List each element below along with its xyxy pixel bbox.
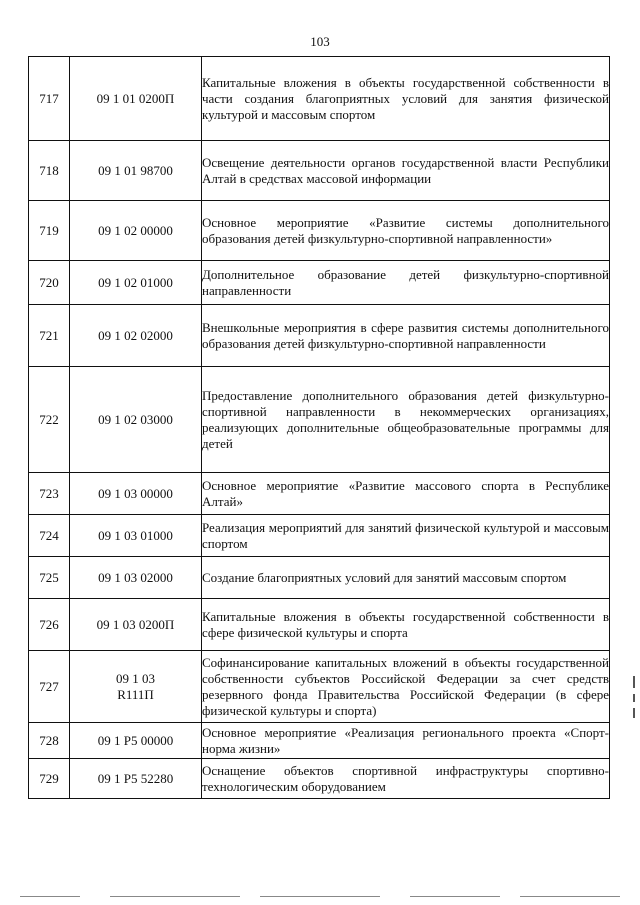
- target-code: 09 1 P5 00000: [70, 723, 202, 759]
- target-code: 09 1 01 0200П: [70, 57, 202, 141]
- expense-name-text: Основное мероприятие «Развитие массового спорта в Республике Алтай»: [202, 477, 609, 509]
- expense-name: [202, 305, 610, 367]
- expense-name: [202, 261, 610, 305]
- expense-name: [202, 201, 610, 261]
- target-code-line-1: 09 1 03: [116, 670, 155, 686]
- row-number: 722: [29, 367, 70, 473]
- expense-name: [202, 759, 610, 799]
- table-row: [29, 141, 610, 201]
- scan-margin-mark: [633, 694, 635, 702]
- row-number: 725: [29, 557, 70, 599]
- table-row: [29, 599, 610, 651]
- expense-name-text: Освещение деятельности органов государственной власти Республики Алтай в средствах массовой информации: [202, 154, 609, 186]
- row-number: 719: [29, 201, 70, 261]
- expense-name-text: Оснащение объектов спортивной инфраструктуры спортивно-технологическим оборудованием: [202, 762, 609, 794]
- expense-name: [202, 557, 610, 599]
- scan-margin-mark: [633, 708, 635, 718]
- scan-edge-line: [20, 896, 80, 897]
- target-code: 09 1 02 02000: [70, 305, 202, 367]
- expense-name: [202, 515, 610, 557]
- expense-name-text: Дополнительное образование детей физкультурно-спортивной направленности: [202, 266, 609, 298]
- scan-edge-line: [520, 896, 620, 897]
- target-code: 09 1 03 00000: [70, 473, 202, 515]
- target-code: 09 1 03 0200П: [70, 599, 202, 651]
- target-code: 09 1 03 02000: [70, 557, 202, 599]
- row-number: 726: [29, 599, 70, 651]
- table-row: [29, 201, 610, 261]
- table-row: [29, 651, 610, 723]
- row-number: 727: [29, 651, 70, 723]
- target-code: [70, 651, 202, 723]
- expense-name-text: Основное мероприятие «Реализация регионального проекта «Спорт-норма жизни»: [202, 724, 609, 756]
- expense-name-text: Внешкольные мероприятия в сфере развития системы дополнительного образования детей физкультурно-спортивной направленности: [202, 319, 609, 351]
- table-row: [29, 557, 610, 599]
- table-row: [29, 57, 610, 141]
- table-row: [29, 759, 610, 799]
- scan-margin-mark: [633, 676, 635, 688]
- page-number: 103: [310, 34, 330, 49]
- table-row: [29, 473, 610, 515]
- expense-name: [202, 367, 610, 473]
- expense-name-text: Создание благоприятных условий для занятий массовым спортом: [202, 569, 567, 585]
- expense-name-text: Предоставление дополнительного образования детей физкультурно-спортивной направленности в некоммерческих организациях, реализующих дополнительные общеобразовательные программы для детей: [202, 387, 609, 451]
- scan-edge-line: [260, 896, 380, 897]
- target-code: 09 1 02 00000: [70, 201, 202, 261]
- expense-name: [202, 57, 610, 141]
- row-number: 723: [29, 473, 70, 515]
- row-number: 724: [29, 515, 70, 557]
- table-row: [29, 305, 610, 367]
- expense-name-text: Капитальные вложения в объекты государственной собственности в сфере физической культуры и спорта: [202, 608, 609, 640]
- row-number: 728: [29, 723, 70, 759]
- target-code: 09 1 01 98700: [70, 141, 202, 201]
- target-code: 09 1 03 01000: [70, 515, 202, 557]
- target-code: 09 1 02 03000: [70, 367, 202, 473]
- budget-classification-table: [28, 56, 610, 799]
- table-row: [29, 515, 610, 557]
- row-number: 717: [29, 57, 70, 141]
- table-row: [29, 367, 610, 473]
- expense-name-text: Капитальные вложения в объекты государственной собственности в части создания благоприятных условий для занятия физической культурой и массовым спортом: [202, 74, 609, 122]
- expense-name: [202, 599, 610, 651]
- target-code: 09 1 02 01000: [70, 261, 202, 305]
- expense-name-text: Реализация мероприятий для занятий физической культурой и массовым спортом: [202, 519, 609, 551]
- table-row: [29, 261, 610, 305]
- target-code-line-2: R111П: [117, 686, 154, 702]
- row-number: 718: [29, 141, 70, 201]
- expense-name: [202, 651, 610, 723]
- row-number: 721: [29, 305, 70, 367]
- scan-edge-line: [110, 896, 240, 897]
- table-row: [29, 723, 610, 759]
- expense-name-text: Софинансирование капитальных вложений в объекты государственной собственности субъектов Российской Федерации за счет средств резервного фонда Правительства Российской Федерации (в сфере физической культуры и спорта): [202, 654, 609, 718]
- expense-name: [202, 723, 610, 759]
- scan-edge-line: [410, 896, 500, 897]
- row-number: 729: [29, 759, 70, 799]
- expense-name: [202, 141, 610, 201]
- row-number: 720: [29, 261, 70, 305]
- expense-name: [202, 473, 610, 515]
- expense-name-text: Основное мероприятие «Развитие системы дополнительного образования детей физкультурно-спортивной направленности»: [202, 214, 609, 246]
- target-code: 09 1 P5 52280: [70, 759, 202, 799]
